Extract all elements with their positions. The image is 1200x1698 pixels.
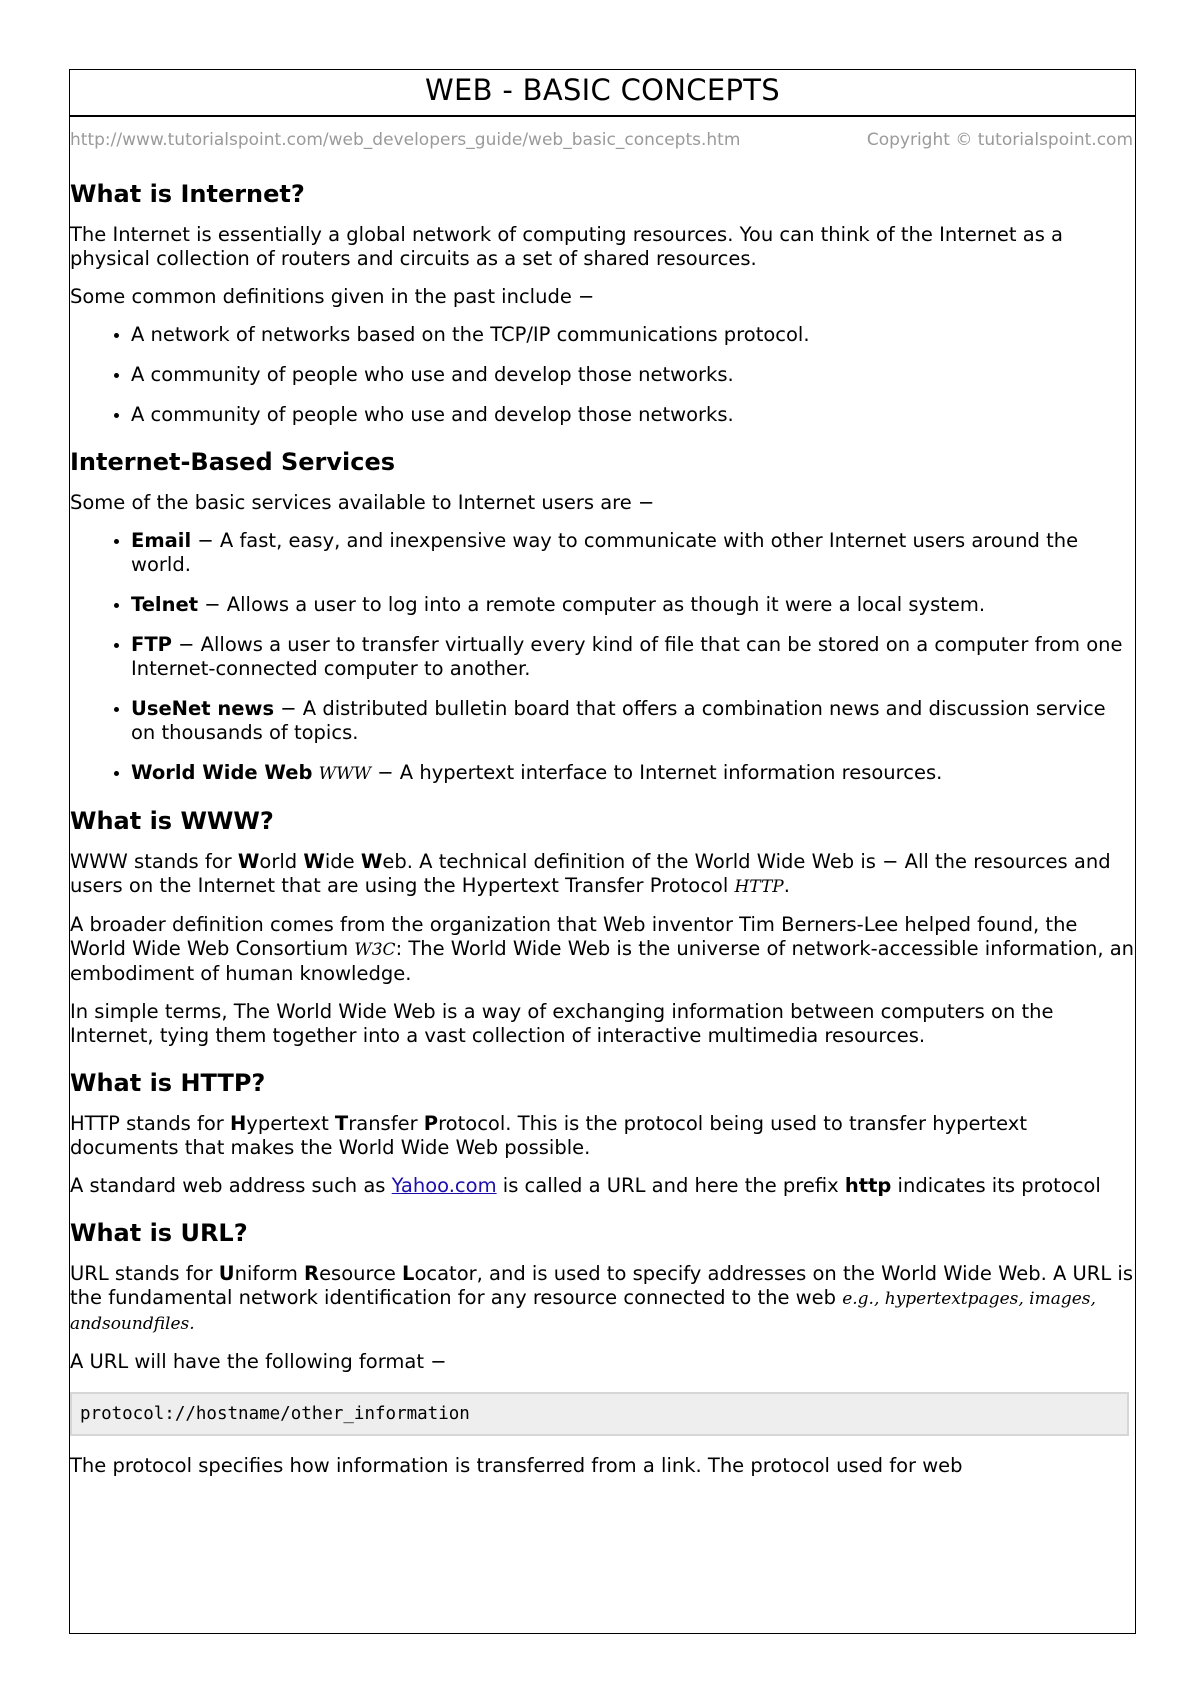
service-term: World Wide Web	[131, 761, 313, 784]
paragraph: Some of the basic services available to Internet users are −	[70, 491, 655, 514]
list-item: • A community of people who use and develop those networks.	[131, 403, 1135, 427]
heading-what-is-http: What is HTTP?	[70, 1069, 266, 1097]
paragraph: A URL will have the following format −	[70, 1350, 447, 1373]
service-desc: − A fast, easy, and inexpensive way to communicate with other Internet users around the world.	[131, 529, 1079, 576]
heading-internet-based-services: Internet-Based Services	[70, 448, 396, 476]
list-item	[131, 633, 1135, 681]
page-frame	[69, 69, 1136, 1634]
source-bar	[70, 117, 1135, 157]
list-item	[131, 697, 1135, 745]
service-desc: − A distributed bulletin board that offers a combination news and discussion service on thousands of topics.	[131, 697, 1106, 744]
code-block: protocol://hostname/other_information	[70, 1392, 1129, 1436]
yahoo-link[interactable]: Yahoo.com	[391, 1174, 497, 1197]
list-item: • A community of people who use and develop those networks.	[131, 363, 1135, 387]
list-item: • A network of networks based on the TCP/IP communications protocol.	[131, 323, 1135, 347]
math-expression: WWW	[318, 764, 372, 784]
paragraph: In simple terms, The World Wide Web is a way of exchanging information between computers on the Internet, tying them together into a vast collection of interactive multimedia resources.	[70, 1000, 1054, 1047]
paragraph: A broader definition comes from the organization that Web inventor Tim Berners-Lee helped found, the World Wide Web Consortium W3C: The World Wide Web is the universe of network-accessible information, an embodiment of human knowledge.	[70, 913, 1135, 985]
paragraph: A standard web address such as Yahoo.com is called a URL and here the prefix http indicates its protocol	[70, 1174, 1101, 1197]
paragraph: URL stands for Uniform Resource Locator, and is used to specify addresses on the World Wide Web. A URL is the fundamental network identification for any resource connected to the web e.g., hypertextpages, images, andsoundfiles.	[70, 1262, 1133, 1334]
paragraph: WWW stands for World Wide Web. A technical definition of the World Wide Web is − All the resources and users on the Internet that are using the Hypertext Transfer Protocol HTTP.	[70, 850, 1111, 897]
list-item	[131, 529, 1135, 577]
heading-what-is-www: What is WWW?	[70, 807, 274, 835]
list-item	[131, 761, 1135, 786]
paragraph: The protocol specifies how information is transferred from a link. The protocol used for web	[70, 1454, 963, 1477]
definitions-list	[70, 323, 1135, 427]
service-term: Email	[131, 529, 192, 552]
math-expression: W3C	[354, 940, 396, 960]
heading-what-is-internet: What is Internet?	[70, 180, 305, 208]
service-term: Telnet	[131, 593, 199, 616]
list-item	[131, 593, 1135, 617]
article-body	[70, 179, 1135, 1478]
copyright-notice: Copyright © tutorialspoint.com	[866, 130, 1133, 150]
service-term: FTP	[131, 633, 172, 656]
paragraph: HTTP stands for Hypertext Transfer Protocol. This is the protocol being used to transfer hypertext documents that makes the World Wide Web possible.	[70, 1112, 1027, 1159]
service-term: UseNet news	[131, 697, 275, 720]
services-list	[70, 529, 1135, 786]
paragraph: The Internet is essentially a global network of computing resources. You can think of the Internet as a physical collection of routers and circuits as a set of shared resources.	[70, 223, 1063, 270]
service-desc: − A hypertext interface to Internet information resources.	[371, 761, 943, 784]
service-desc: − Allows a user to transfer virtually every kind of file that can be stored on a computer from one Internet-connected computer to another.	[131, 633, 1123, 680]
heading-what-is-url: What is URL?	[70, 1219, 248, 1247]
math-expression: HTTP	[734, 877, 784, 897]
source-url[interactable]: http://www.tutorialspoint.com/web_developers_guide/web_basic_concepts.htm	[70, 130, 741, 150]
math-expression: e.g., hypertextpages, images, andsoundfiles.	[70, 1289, 1096, 1334]
service-desc: − Allows a user to log into a remote computer as though it were a local system.	[198, 593, 986, 616]
page-title: WEB - BASIC CONCEPTS	[70, 70, 1135, 117]
paragraph: Some common definitions given in the past include −	[70, 285, 595, 308]
